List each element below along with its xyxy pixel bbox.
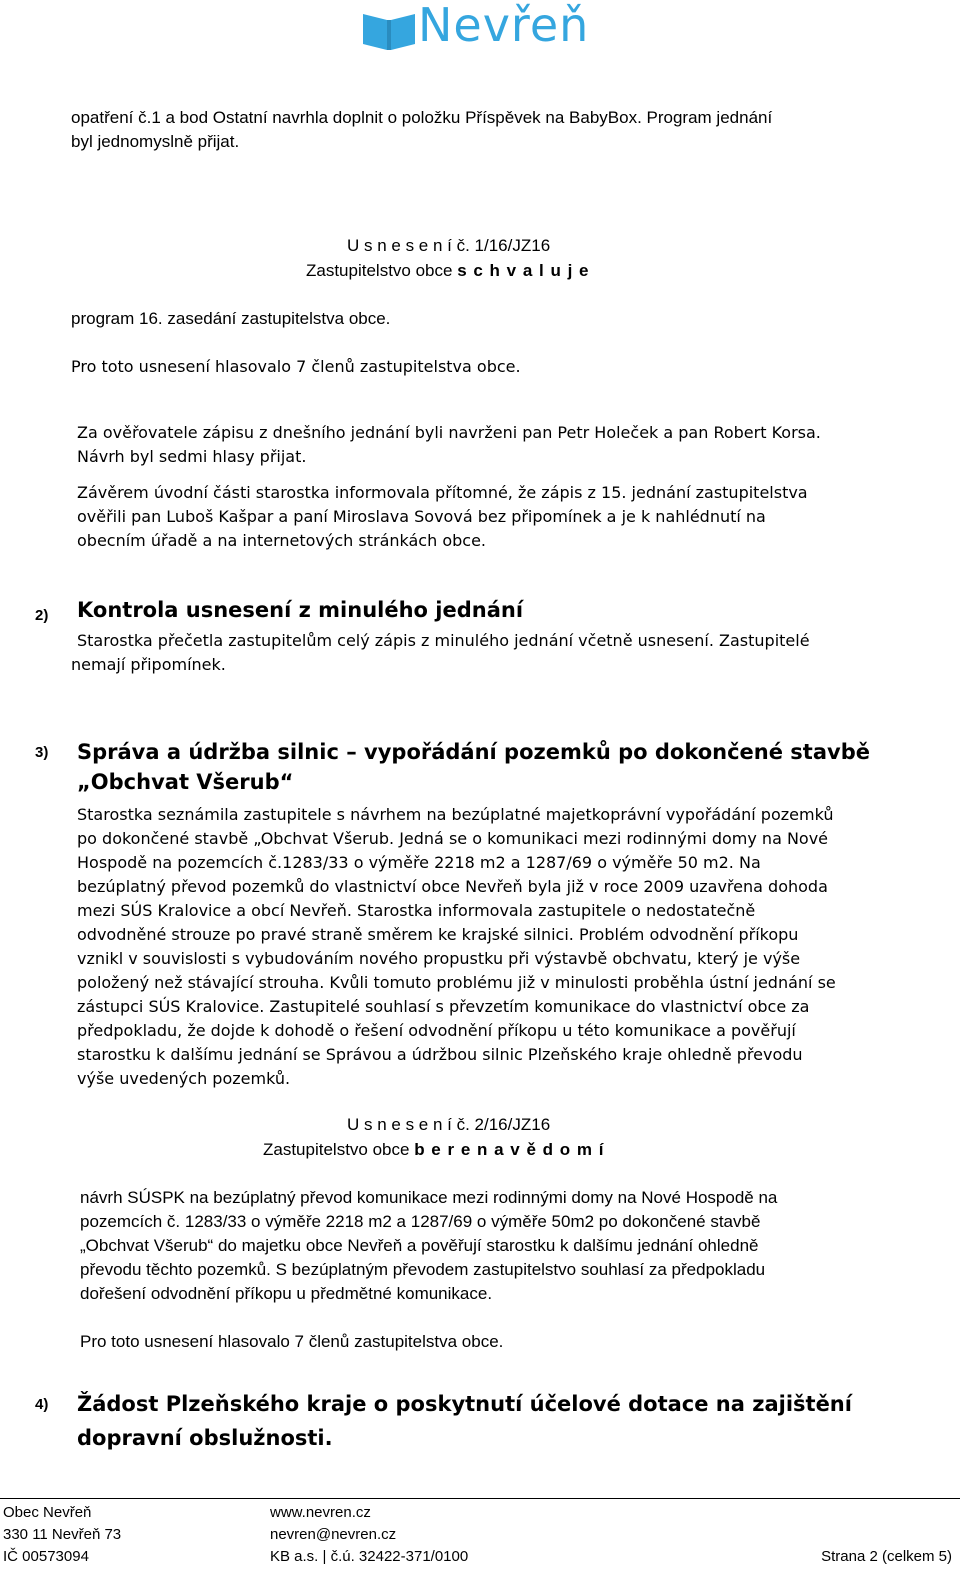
text-line: odvodněné strouze po pravé straně směrem ke krajské silnici. Problém odvodnění příkopu: [77, 925, 799, 944]
resolution-verb: b e r e n a v ě d o m í: [414, 1140, 605, 1159]
text-line: nemají připomínek.: [71, 655, 226, 674]
text-line: obecním úřadě a na internetových stránkách obce.: [77, 531, 486, 550]
closing-paragraph: [77, 481, 808, 553]
intro-paragraph: [71, 106, 772, 154]
text-line: Starostka seznámila zastupitele s návrhem na bezúplatné majetkoprávní vypořádání pozemků: [77, 805, 834, 824]
resolution-title-label: U s n e s e n í č.: [347, 1115, 470, 1134]
text-line: Návrh byl sedmi hlasy přijat.: [77, 447, 307, 466]
section-4-heading-line2: dopravní obslužnosti.: [77, 1426, 333, 1450]
header-logo: [360, 2, 600, 54]
footer-divider: [0, 1498, 960, 1499]
text-line: převodu těchto pozemků. S bezúplatným převodem zastupitelstvo souhlasí za předpokladu: [80, 1260, 766, 1279]
text-line: Za ověřovatele zápisu z dnešního jednání byli navrženi pan Petr Holeček a pan Robert Korsa.: [77, 423, 821, 442]
text-line: ověřili pan Luboš Kašpar a paní Miroslava Sovová bez připomínek a je k nahlédnutí na: [77, 507, 766, 526]
section-2-number: 2): [35, 607, 49, 624]
text-line: mezi SÚS Kralovice a obcí Nevřeň. Starostka informovala zastupitele o nedostatečně: [77, 901, 756, 920]
text-line: po dokončené stavbě „Obchvat Všerub. Jedná se o komunikaci mezi rodinnými domy na Nové: [77, 829, 829, 848]
text-line: starostku k dalšímu jednání se Správou a údržbou silnic Plzeňského kraje ohledně převodu: [77, 1045, 803, 1064]
text-line: výše uvedených pozemků.: [77, 1069, 291, 1088]
text-line: bezúplatný převod pozemků do vlastnictví obce Nevřeň byla již v roce 2009 uzavřena dohoda: [77, 877, 828, 896]
resolution-title-label: U s n e s e n í č.: [347, 236, 470, 255]
text-line: Závěrem úvodní části starostka informovala přítomné, že zápis z 15. jednání zastupitelstva: [77, 483, 808, 502]
text-line: předpokladu, že dojde k dohodě o řešení odvodnění příkopu u této komunikace a pověřují: [77, 1021, 796, 1040]
section-3-heading-line2: „Obchvat Všerub“: [77, 770, 294, 794]
section-2-heading: Kontrola usnesení z minulého jednání: [77, 598, 524, 622]
text-line: vznikl v souvislosti s vybudováním nového propustku při výstavbě obchvatu, který je výše: [77, 949, 801, 968]
footer-website-link[interactable]: www.nevren.cz: [270, 1504, 371, 1521]
section-3-number: 3): [35, 744, 49, 761]
text-line: dořešení odvodnění příkopu u předmětné komunikace.: [80, 1284, 493, 1303]
resolution-number: 2/16/JZ16: [469, 1115, 551, 1134]
resolution-2-title: [347, 1113, 550, 1137]
section-2-body: [71, 629, 810, 677]
footer-middle: [270, 1502, 468, 1568]
resolution-number: 1/16/JZ16: [469, 236, 551, 255]
footer-left: [3, 1502, 121, 1568]
footer-ico: IČ 00573094: [3, 1548, 89, 1565]
text-line: byl jednomyslně přijat.: [71, 132, 240, 151]
resolution-body-prefix: Zastupitelstvo obce: [263, 1140, 415, 1159]
logo-text: Nevřeň: [418, 0, 590, 52]
text-line: zástupci SÚS Kralovice. Zastupitelé souhlasí s převzetím komunikace do vlastnictví obce za: [77, 997, 810, 1016]
text-line: „Obchvat Všerub“ do majetku obce Nevřeň a pověřují starostku k dalšímu jednání ohledně: [80, 1236, 759, 1255]
verifiers-paragraph: [77, 421, 821, 469]
section-3-heading: Správa a údržba silnic – vypořádání pozemků po dokončené stavbě: [77, 740, 870, 764]
resolution-verb: s c h v a l u j e: [457, 261, 590, 280]
section-3-body: [77, 803, 836, 1091]
footer-address: 330 11 Nevřeň 73: [3, 1526, 122, 1543]
text-line: pozemcích č. 1283/33 o výměře 2218 m2 a 1287/69 o výměře 50m2 po dokončené stavbě: [80, 1212, 761, 1231]
book-icon: [360, 4, 418, 52]
resolution-1-vote: Pro toto usnesení hlasovalo 7 členů zastupitelstva obce.: [71, 357, 521, 376]
text-line: návrh SÚSPK na bezúplatný převod komunikace mezi rodinnými domy na Nové Hospodě na: [80, 1188, 778, 1207]
resolution-body-prefix: Zastupitelstvo obce: [306, 261, 458, 280]
resolution-1-title: [347, 234, 550, 258]
text-line: Starostka přečetla zastupitelům celý zápis z minulého jednání včetně usnesení. Zastupitelé: [77, 631, 810, 650]
page-number: Strana 2 (celkem 5): [821, 1548, 952, 1565]
footer-bank: KB a.s. | č.ú. 32422-371/0100: [270, 1548, 469, 1565]
resolution-2-vote: Pro toto usnesení hlasovalo 7 členů zastupitelstva obce.: [80, 1332, 504, 1351]
footer-municipality: Obec Nevřeň: [3, 1504, 92, 1521]
section-4-heading: Žádost Plzeňského kraje o poskytnutí účelové dotace na zajištění: [77, 1392, 852, 1416]
footer-email-link[interactable]: nevren@nevren.cz: [270, 1526, 397, 1543]
text-line: položený než stávající strouha. Kvůli tomuto problému již v minulosti proběhla ústní jednání se: [77, 973, 836, 992]
resolution-1-subject: program 16. zasedání zastupitelstva obce.: [71, 309, 391, 328]
resolution-2-verb-line: [263, 1138, 604, 1162]
resolution-1-verb-line: [306, 259, 589, 283]
text-line: opatření č.1 a bod Ostatní navrhla doplnit o položku Příspěvek na BabyBox. Program jednání: [71, 108, 773, 127]
text-line: Hospodě na pozemcích č.1283/33 o výměře 2218 m2 a 1287/69 o výměře 50 m2. Na: [77, 853, 761, 872]
resolution-2-body: [80, 1186, 777, 1306]
section-4-number: 4): [35, 1396, 49, 1413]
